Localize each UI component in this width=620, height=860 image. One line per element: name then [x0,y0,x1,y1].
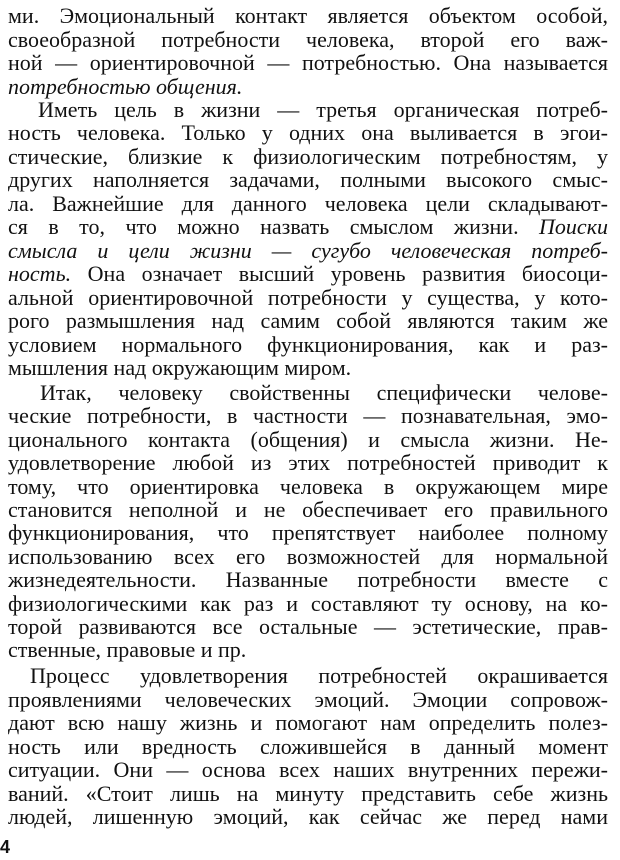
italic-term: потребностью общения. [8,74,243,99]
text-line: удовлетворение любой из этих потребностей приводит к [8,450,608,475]
text-line: ственные, правовые и пр. [8,637,247,662]
text-line: тому, что ориентировка человека в окружающем мире [8,474,608,499]
text-line: физиологическими как раз и составляют ту основу, на ко- [8,591,608,616]
text-line [8,75,608,99]
text-line: становится неполной и не обеспечивает его правильного [8,497,608,522]
text-line: использованию всех его возможностей для нормальной [8,544,608,569]
text-line: ваний. «Стоит лишь на минуту представить себе жизнь [8,781,608,806]
text-line: ми. Эмоциональный контакт является объектом особой, [8,3,608,28]
text-line: Иметь цель в жизни — третья органическая потреб- [38,97,608,122]
text-line: проявлениями человеческих эмоций. Эмоции сопровож- [8,687,608,712]
text-line: Итак, человеку свойственны специфически челове- [40,380,608,405]
text-line: Процесс удовлетворения потребностей окрашивается [30,663,608,688]
text-line: ность человека. Только у одних она выливается в эгои- [8,120,608,145]
italic-term: смысла и цели жизни — сугубо человеческая потреб- [8,238,608,263]
text-line: своеобразной потребности человека, второй его важ- [8,27,608,52]
text-line: ситуации. Они — основа всех наших внутренних пережи- [8,757,608,782]
text-line: жизнедеятельности. Названные потребности вместе с [8,567,608,592]
text-line: рого размышления над самим собой являются таким же [8,308,608,333]
italic-term: ность. [8,261,72,286]
text-line: ность или вредность сложившейся в данный момент [8,734,608,759]
text-line: ционального контакта (общения) и смысла жизни. Не- [8,427,608,452]
text-line: ной — ориентировочной — потребностью. Она называется [8,50,608,75]
text-line [8,215,608,239]
text-line [8,262,608,286]
text-line: ла. Важнейшие для данного человека цели складывают- [8,191,608,216]
page-number: 4 [0,837,11,857]
text-segment: Она означает высший уровень развития биосоци- [87,261,609,286]
text-line: дают всю нашу жизнь и помогают нам определить полез- [8,710,608,735]
text-line: торой развиваются все остальные — эстетические, прав- [8,614,608,639]
text-line: стические, близкие к физиологическим потребностям, у [8,144,608,169]
text-line: функционирования, что препятствует наиболее полному [8,520,608,545]
text-line: мышления над окружающим миром. [8,355,352,380]
italic-term: Поиски [539,214,608,239]
text-line [8,239,608,263]
text-line: альной ориентировочной потребности у существа, у кото- [8,285,608,310]
text-line: других наполняется задачами, полными высокого смыс- [8,167,608,192]
text-line: условием нормального функционирования, как и раз- [8,332,608,357]
text-line: ческие потребности, в частности — познавательная, эмо- [8,403,608,428]
text-line: людей, лишенную эмоций, как сейчас же перед нами [8,804,608,829]
text-segment: ся в то, что можно назвать смыслом жизни. [8,214,519,239]
